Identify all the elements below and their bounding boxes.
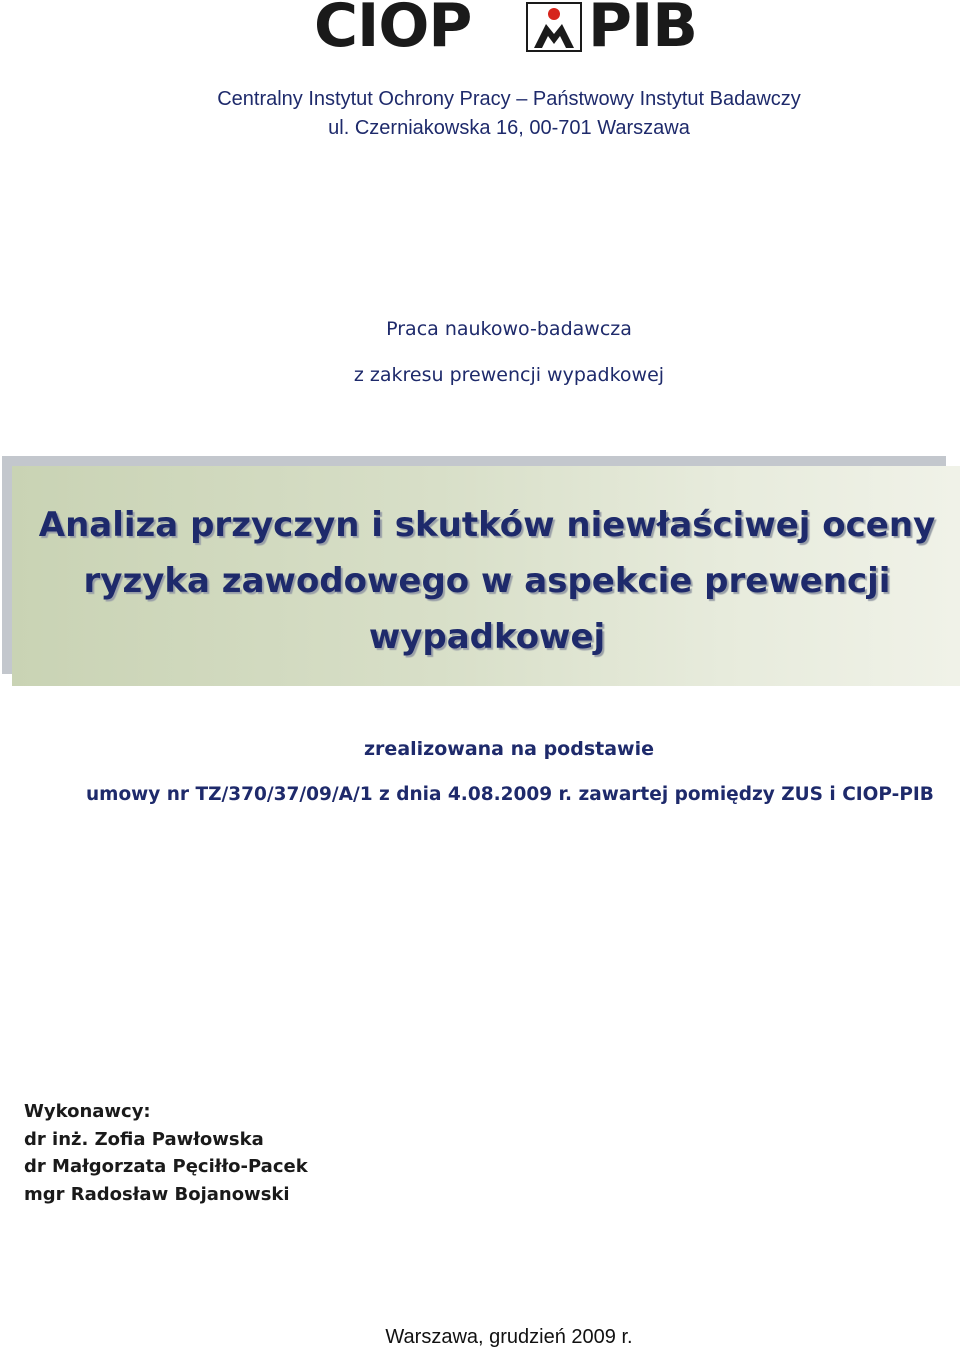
report-title-line-3: wypadkowej	[368, 617, 606, 657]
report-title-line-2: ryzyka zawodowego w aspekcie prewencji	[83, 561, 891, 601]
institution-name: Centralny Instytut Ochrony Pracy – Państwowy Instytut Badawczy	[217, 88, 801, 110]
ciop-figure-icon	[526, 2, 582, 52]
author-3: mgr Radosław Bojanowski	[24, 1183, 290, 1205]
ciop-pib-logo	[314, 0, 742, 61]
work-type-line-2: z zakresu prewencji wypadkowej	[353, 364, 665, 386]
contract-line: umowy nr TZ/370/37/09/A/1 z dnia 4.08.2009 r. zawartej pomiędzy ZUS i CIOP-PIB	[86, 784, 934, 805]
logo-text-pib: PIB	[588, 0, 698, 61]
report-title-line-1: Analiza przyczyn i skutków niewłaściwej oceny	[38, 505, 936, 545]
authors-label: Wykonawcy:	[24, 1101, 151, 1122]
institution-address: ul. Czerniakowska 16, 00-701 Warszawa	[328, 117, 690, 139]
author-2: dr Małgorzata Pęciłło-Pacek	[24, 1156, 308, 1177]
author-1: dr inż. Zofia Pawłowska	[24, 1128, 264, 1150]
basis-line-1: zrealizowana na podstawie	[364, 738, 654, 760]
work-type-line-1: Praca naukowo-badawcza	[386, 318, 632, 340]
authors-block	[24, 1098, 308, 1208]
footer-place-date: Warszawa, grudzień 2009 r.	[385, 1326, 633, 1348]
logo-text-ciop: CIOP	[314, 0, 472, 61]
